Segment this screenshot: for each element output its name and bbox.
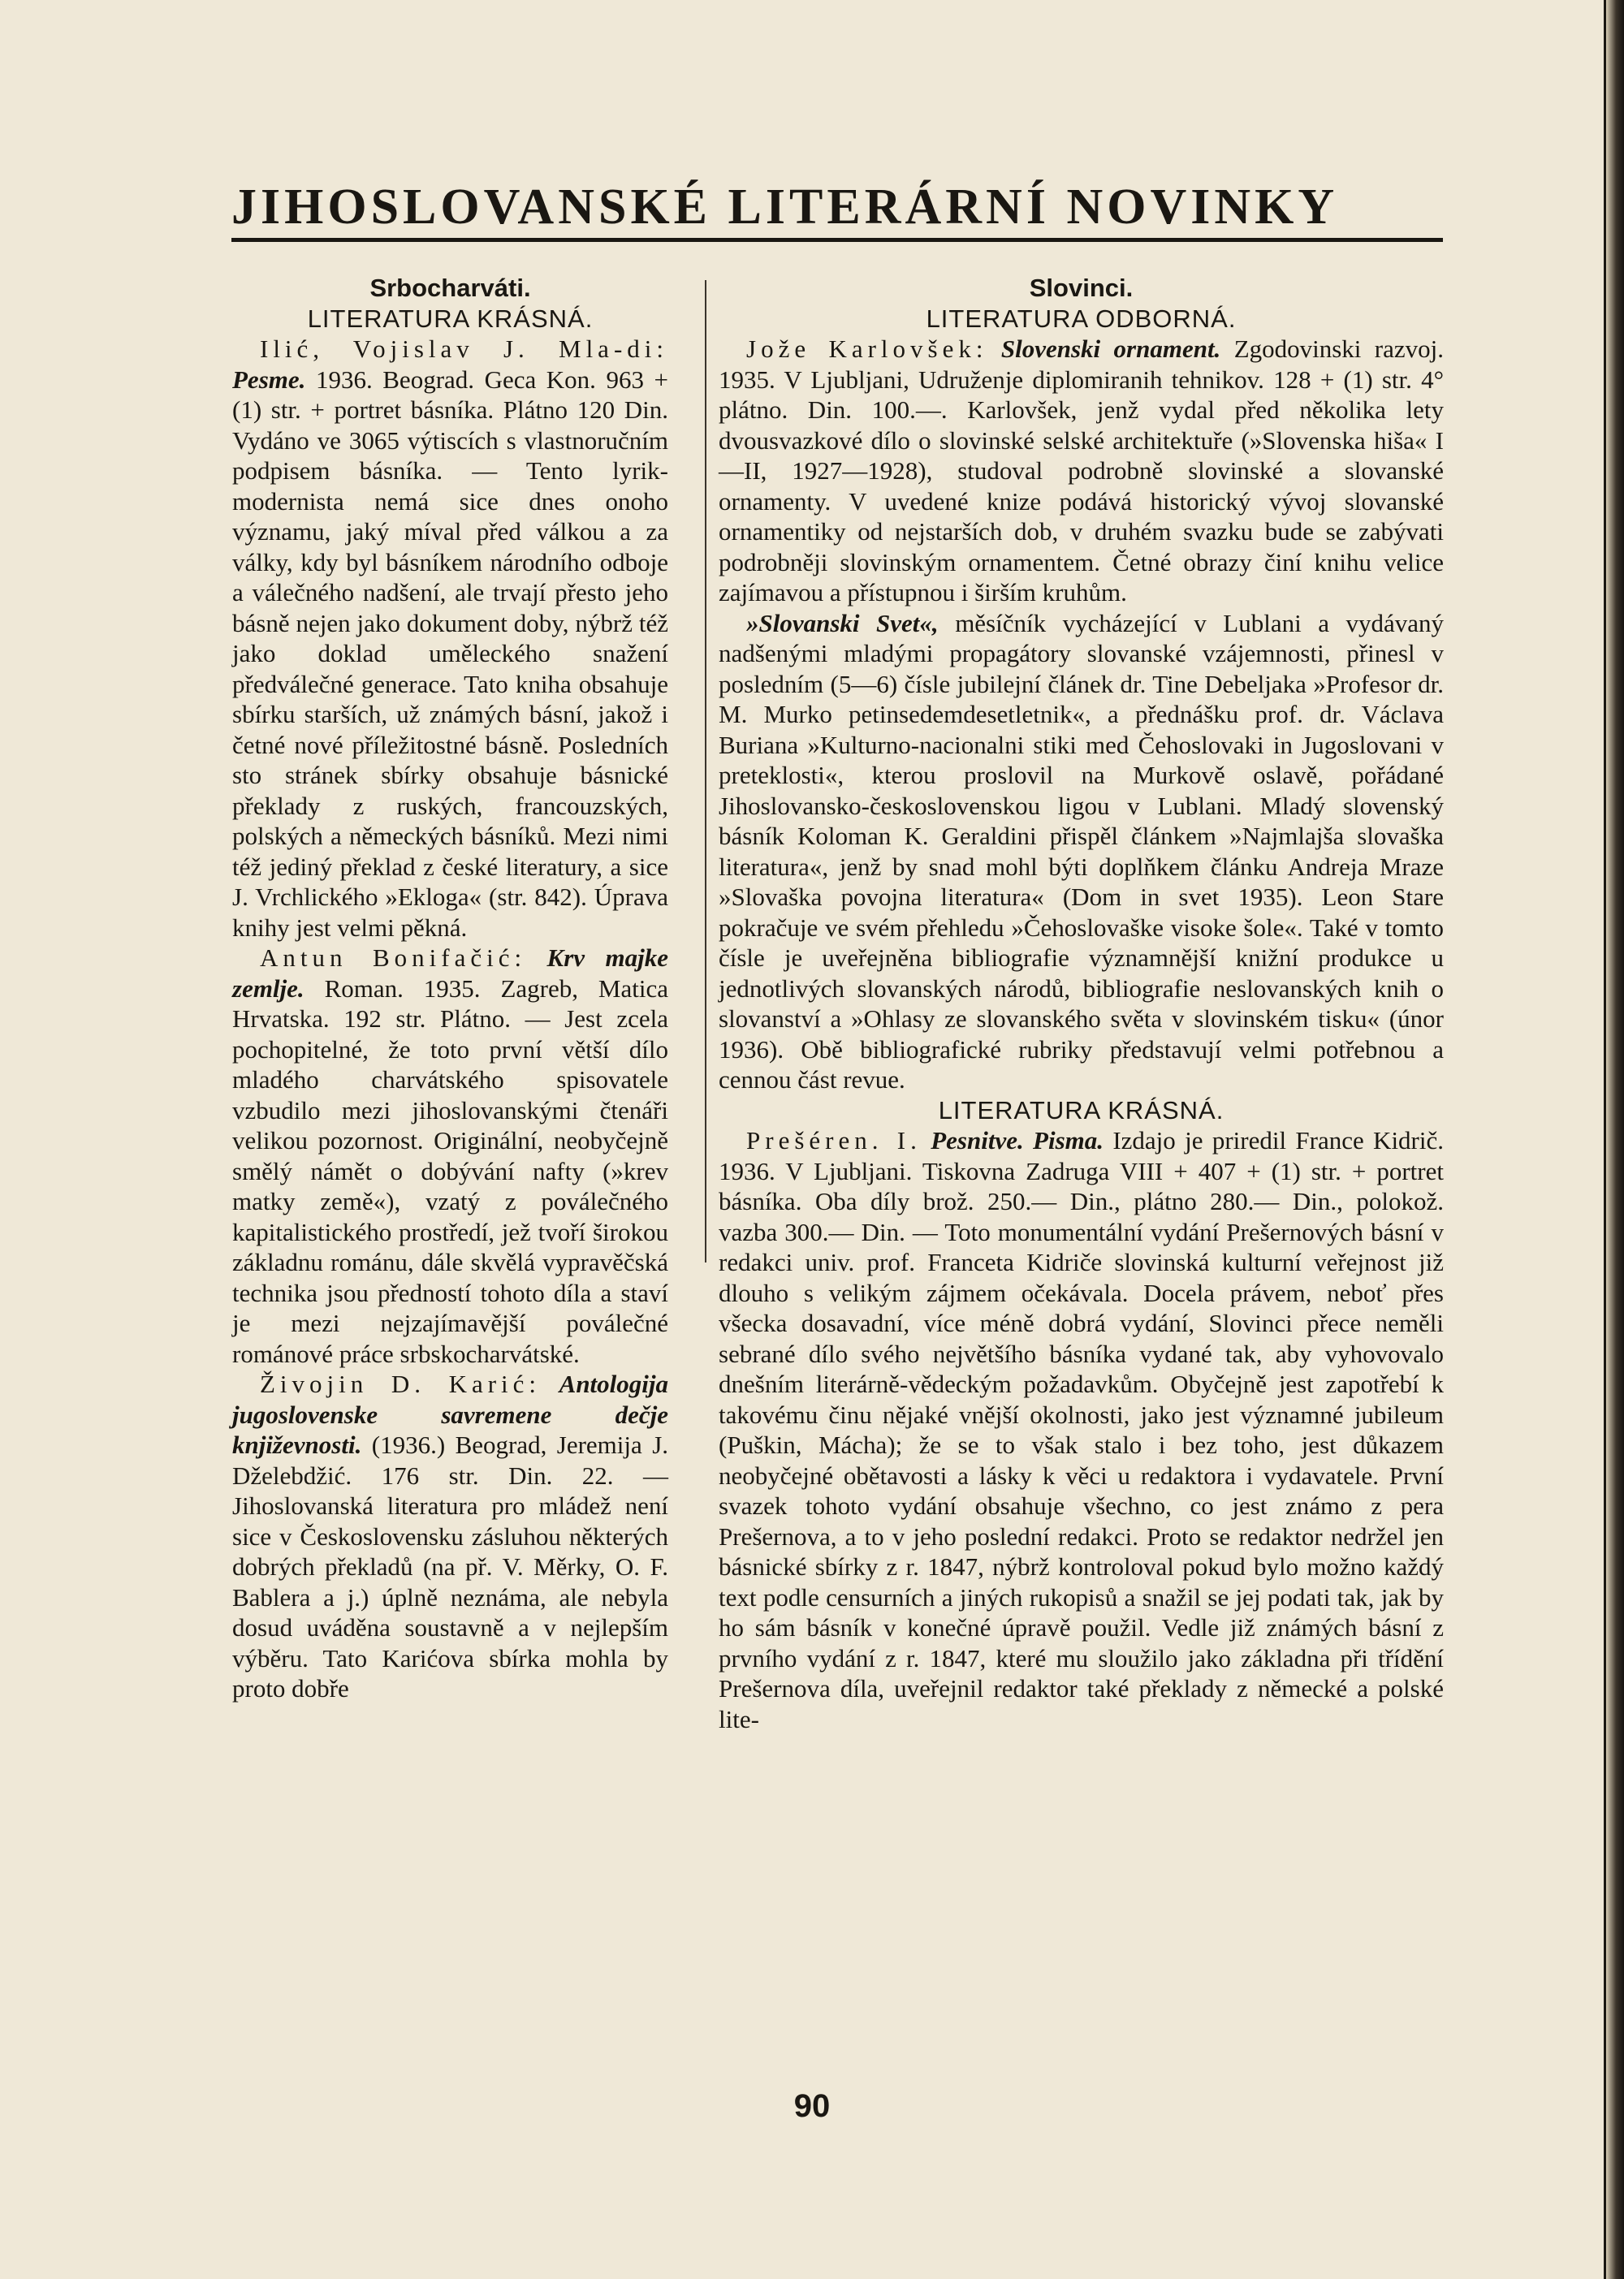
- review-entry: [232, 1369, 668, 1704]
- title-rule: [231, 238, 1443, 242]
- entry-title: Pesnitve. Pisma.: [931, 1126, 1104, 1155]
- entry-body: Izdajo je priredil France Kidrič. 1936. V Ljubljani. Tiskovna Zadruga VIII + 407 + (1) str. + portret básníka. Oba díly brož. 250.— Din., plátno 280.— Din., polokož. vazba 300.— Din. — Toto monumentální vydání Prešernových básní v redakci univ. prof. Franceta Kidriče slovinská kulturní veřejnost již dlouho s velikým zájmem očekávala. Docela právem, neboť přes všecka dosavadní, více méně dobrá vydání, Slovinci přece neměli sebrané dílo svého největšího básníka vydané tak, aby vyhovovalo dnešním literárně-vědeckým požadavkům. Obyčejně jest zapotřebí k takovému činu nějaké vnější okolnosti, jako jest významné jubileum (Puškin, Mácha); že se to však stalo i bez toho, jest důkazem neobyčejné obětavosti a lásky k věci u redaktora i vydavatele. První svazek tohoto vydání obsahuje všechno, co jest známo z pera Prešernova, a to v jeho poslední redakci. Proto se redaktor nedržel jen básnické sbírky z r. 1847, nýbrž kontroloval pokud bylo možno každý text podle censurních a jiných rukopisů a snažil se jej podati tak, jak by ho sám básník v konečné úpravě použil. Vedle již známých básní z prvního vydání z r. 1847, které mu sloužilo jako základna při třídění Prešernova díla, uveřejnil redaktor také překlady z německé a polské lite-: [719, 1126, 1444, 1733]
- entry-author: Antun Bonifačić:: [260, 943, 527, 972]
- section-subheading: LITERATURA KRÁSNÁ.: [307, 304, 594, 333]
- entry-title: Slovenski ornament.: [1000, 335, 1221, 363]
- page-edge-shadow: [1606, 0, 1624, 2279]
- entry-author: Jože Karlovšek:: [746, 335, 988, 363]
- review-entry: [719, 1125, 1444, 1734]
- entry-author: Živojin D. Karić:: [260, 1370, 542, 1398]
- right-column: [719, 273, 1444, 1734]
- review-entry: [232, 334, 668, 943]
- entry-body: (1936.) Beograd, Jeremija J. Dželebdžić. 176 str. Din. 22. — Jihoslovanská literatura pro mládež není sice v Československu zásluhou některých dobrých překladů (na př. V. Měrky, O. F. Bablera a j.) úplně neznáma, ale nebyla dosud uváděna soustavně a v nejlepším výběru. Tato Karićova sbírka mohla by proto dobře: [232, 1431, 669, 1703]
- entry-body: 1936. Beograd. Geca Kon. 963 + (1) str. + portret básníka. Plátno 120 Din. Vydáno ve 3065 výtiscích s vlastnoručním podpisem básníka. — Tento lyrik-modernista nemá sice dnes onoho významu, jaký míval před válkou a za války, kdy byl básníkem národního odboje a válečného nadšení, ale trvají přesto jeho básně nejen jako dokument doby, nýbrž též jako doklad uměleckého snažení předválečné generace. Tato kniha obsahuje sbírku starších, už známých básní, jakož i četné nové příležitostné básně. Posledních sto stránek sbírky obsahuje básnické překlady z ruských, francouzských, polských a německých básníků. Mezi nimi též jediný překlad z české literatury, a sice J. Vrchlického »Ekloga« (str. 842). Úprava knihy jest velmi pěkná.: [232, 365, 669, 942]
- review-entry: [719, 334, 1444, 608]
- column-divider: [705, 280, 706, 1263]
- entry-body: měsíčník vycházející v Lublani a vydávaný nadšenými mladými propagátory slovanské vzájemnosti, přinesl v posledním (5—6) čísle jubilejní článek dr. Tine Debeljaka »Profesor dr. M. Murko petinsedemdesetletnik«, a přednášku prof. dr. Václava Buriana »Kulturno-nacionalni stiki med Čehoslovaki in Jugoslovani v preteklosti«, kterou proslovil na Murkově oslavě, pořádané Jihoslovansko-československou ligou v Lublani. Mladý slovenský básník Koloman K. Geraldini přispěl článkem »Najmlajša slovaška literatura«, jenž by snad mohl býti doplňkem článku Andreja Mraze »Slovaška povojna literatura« (Dom in svet 1935). Leon Stare pokračuje ve svém přehledu »Čehoslovaške visoke šole«. Také v tomto čísle je uveřejněna bibliografie významnější knižní produkce u jednotlivých slovanských národů, bibliografie neslovanských knih o slovanství a »Ohlasy ze slovanského světa v slovinském tisku« (únor 1936). Obě bibliografické rubriky představují velmi potřebnou a cennou část revue.: [719, 608, 1444, 1094]
- page-title: JIHOSLOVANSKÉ LITERÁRNÍ NOVINKY: [231, 179, 1339, 235]
- entry-body: Zgodovinski razvoj. 1935. V Ljubljani, Udruženje diplomiranih tehnikov. 128 + (1) str. 4° plátno. Din. 100.—. Karlovšek, jenž vydal před několika lety dvousvazkové dílo o slovinské selské architektuře (»Slovenska hiša« I—II, 1927—1928), studoval podrobně slovinské a slovanské ornamenty. V uvedené knize podává historický vývoj slovanské ornamentiky od nejstarších dob, v druhém svazku bude se zabývati podrobněji slovinským ornamentem. Četné obrazy činí knihu velice zajímavou a přístupnou i širším kruhům.: [719, 335, 1444, 606]
- entry-title: Pesme.: [232, 365, 306, 394]
- entry-title: Antologija jugoslovenske savremene dečje književnosti.: [232, 1370, 669, 1459]
- entry-title: »Slovanski Svet«,: [746, 608, 939, 637]
- section-subheading: LITERATURA KRÁSNÁ.: [938, 1095, 1224, 1124]
- entry-body: Roman. 1935. Zagreb, Matica Hrvatska. 192 str. Plátno. — Jest zcela pochopitelné, že toto první větší dílo mladého charvátského spisovatele vzbudilo mezi jihoslovanskými čtenáři velikou pozornost. Originální, neobyčejně smělý námět o dobývání nafty (»krev matky země«), vzatý z poválečného kapitalistického prostředí, jež tvoří širokou základnu románu, dále skvělá vypravěčská technika jsou předností tohoto díla a staví je mezi nejzajímavější poválečné románové práce srbskocharvátské.: [232, 973, 668, 1368]
- review-entry: [232, 943, 668, 1369]
- left-column: [232, 273, 668, 1704]
- entry-author: Prešéren. I.: [746, 1126, 922, 1155]
- entry-title: Krv majke zemlje.: [232, 943, 668, 1003]
- page-number: 90: [793, 2088, 831, 2124]
- section-subheading: LITERATURA ODBORNÁ.: [926, 304, 1237, 333]
- review-entry: [719, 608, 1444, 1095]
- section-heading: Slovinci.: [1029, 274, 1134, 302]
- entry-author: Ilić, Vojislav J. Mla-di:: [260, 335, 668, 363]
- section-heading: Srbocharváti.: [369, 274, 531, 302]
